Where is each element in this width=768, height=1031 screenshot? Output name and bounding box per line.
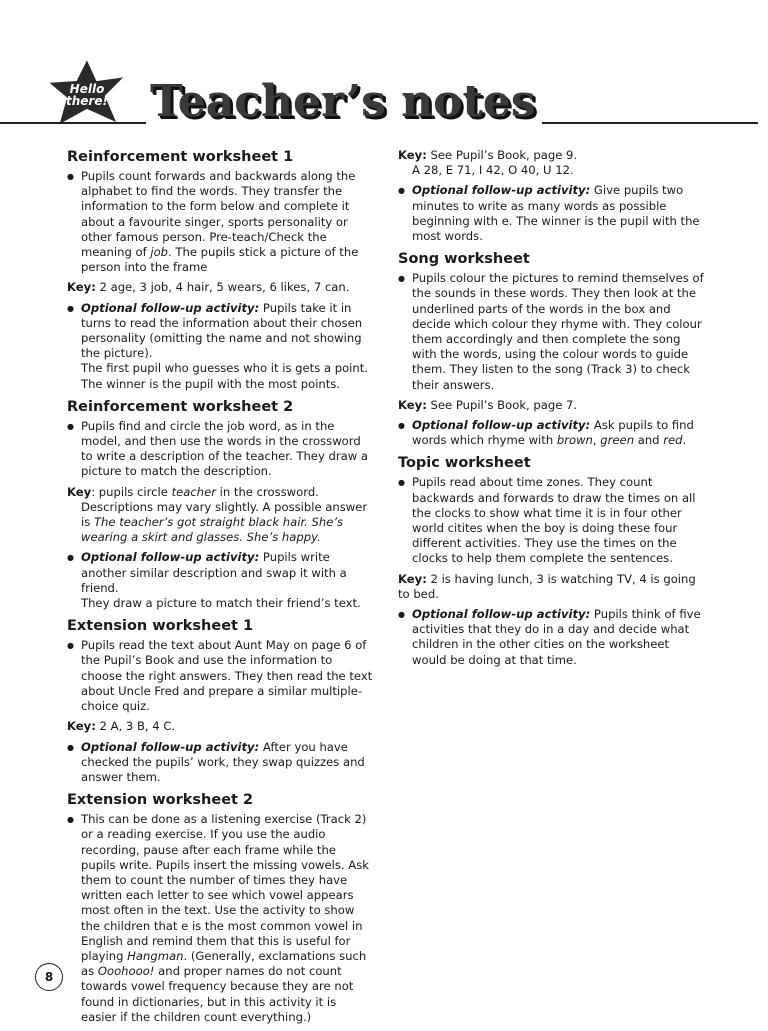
key-label: Key:: [67, 280, 96, 295]
section-heading: Extension worksheet 1: [67, 618, 254, 635]
extension-worksheet-2: [67, 791, 373, 1025]
bullet-item: [67, 638, 373, 714]
bullet-text: . (Generally, exclamations such as: [81, 948, 367, 979]
emphasis-text: green: [600, 433, 635, 448]
bullet-text: ● Pupils colour the pictures to remind themselves of the sounds in these words. They then look at the underlined parts of the words in the box and decide which colour they rhyme with. They colour them accordingly and then complete the song with the words, using the colour words to guide them. They listen to the song (Track 3) to check their answers.: [412, 271, 704, 392]
key-text: : pupils circle: [91, 484, 172, 499]
key-text: 2 is having lunch, 3 is watching TV, 4 is going to bed.: [398, 571, 696, 601]
bullet-item: [398, 183, 704, 244]
bullet-text: Give pupils two minutes to write as many words as possible beginning with e. The winner is the pupil with the most words.: [412, 183, 700, 244]
key-text: See Pupil’s Book, page 7.: [426, 397, 578, 412]
key-text: 2 A, 3 B, 4 C.: [95, 719, 176, 734]
section-heading: Reinforcement worksheet 2: [67, 398, 294, 415]
key-label: Key:: [398, 148, 427, 162]
bullet-text: Pupils take it in turns to read the information about their chosen personality (omitting the name and not showing the picture).: [81, 300, 363, 361]
answer-key: [398, 572, 704, 602]
reinforcement-worksheet-1: [67, 148, 373, 392]
bullet-item: [398, 418, 704, 448]
bullet-item: [67, 169, 373, 275]
bullet-item: [398, 475, 704, 566]
section-heading: Song worksheet: [398, 251, 530, 268]
bullet-text: ● Pupils read the text about Aunt May on page 6 of the Pupil’s Book and use the information to choose the right answers. They then read the text about Uncle Fred and prepare a similar multiple-choice quiz.: [81, 638, 373, 714]
emphasis-text: job: [150, 245, 169, 260]
optional-activity-label: Optional follow-up activity:: [412, 607, 591, 622]
badge-line-1: Hello: [69, 82, 105, 96]
optional-activity-label: Optional follow-up activity:: [412, 418, 591, 433]
topic-worksheet: [398, 454, 704, 667]
bullet-text: Ask pupils to find words which rhyme with: [412, 418, 694, 448]
bullet-item: [67, 740, 373, 786]
optional-activity-label: Optional follow-up activity:: [81, 550, 260, 565]
reinforcement-worksheet-2: [67, 398, 373, 611]
page-number: 8: [35, 963, 63, 991]
section-heading: Topic worksheet: [398, 455, 531, 472]
page-title: Teacher’s notes: [146, 78, 542, 126]
badge-line-2: there!: [66, 94, 108, 108]
section-heading: Reinforcement worksheet 1: [67, 149, 294, 165]
bullet-item: [398, 607, 704, 668]
extension-worksheet-2-continued: [398, 148, 704, 244]
left-column: [67, 148, 373, 1031]
bullet-text: ,: [592, 433, 601, 448]
extension-worksheet-1: [67, 617, 373, 785]
optional-activity-label: Optional follow-up activity:: [81, 300, 260, 315]
bullet-text: They draw a picture to match their friend’s text.: [81, 596, 361, 611]
emphasis-text: red: [663, 433, 683, 448]
bullet-item: [67, 419, 373, 480]
answer-key: [398, 148, 704, 163]
bullet-text: After you have checked the pupils’ work, they swap quizzes and answer them.: [81, 739, 365, 784]
bullet-text: .: [682, 433, 687, 448]
emphasis-text: brown: [556, 433, 593, 448]
bullet-text: and: [634, 433, 664, 448]
bullet-text: ● Pupils find and circle the job word, as in the model, and then use the words in the crossword to write a description of the teacher. They draw a picture to match the description.: [81, 418, 368, 479]
key-text: See Pupil’s Book, page 9.: [426, 148, 578, 162]
bullet-text: Pupils count forwards and backwards along the alphabet to find the words. They transfer the information to the form below and complete it about a favourite singer, sports personality or other famous person. Pre-teach/Check the meaning of: [81, 169, 356, 260]
bullet-item: [67, 812, 373, 1025]
optional-activity-label: Optional follow-up activity:: [412, 183, 591, 198]
key-text: 2 age, 3 job, 4 hair, 5 wears, 6 likes, 7 can.: [95, 280, 350, 295]
bullet-text: The first pupil who guesses who it is gets a point. The winner is the pupil with the most points.: [81, 361, 368, 391]
emphasis-text: Ooohooo!: [97, 964, 155, 979]
song-worksheet: [398, 250, 704, 448]
key-label: Key:: [398, 571, 427, 586]
bullet-item: [398, 271, 704, 393]
key-label: Key:: [67, 719, 96, 734]
bullet-text: Pupils write another similar description and swap it with a friend.: [81, 550, 347, 595]
bullet-text: ● Pupils read about time zones. They count backwards and forwards to draw the times on all the clocks to show what time it is in four other world citites when the boy is doing these four different activities. They use the times on the clocks to help them complete the sentences.: [412, 475, 696, 566]
bullet-text: . The pupils stick a picture of the person into the frame: [81, 245, 359, 275]
key-label: Key: [67, 484, 92, 499]
answer-key: [398, 398, 704, 413]
right-column: [398, 148, 704, 674]
key-text: Descriptions may vary slightly. A possible answer is: [81, 499, 368, 530]
page-header: [0, 0, 768, 135]
section-heading: Extension worksheet 2: [67, 792, 254, 809]
key-label: Key:: [398, 397, 427, 412]
emphasis-text: Hangman: [127, 948, 184, 963]
answer-key: [67, 485, 373, 546]
emphasis-text: teacher: [171, 484, 216, 499]
bullet-item: [67, 301, 373, 392]
optional-activity-label: Optional follow-up activity:: [81, 739, 260, 754]
key-text: A 28, E 71, I 42, O 40, U 12.: [412, 163, 574, 178]
bullet-text: and proper names do not count towards vowel frequency because they are not found in dictionaries, but in this activity it is easier if the children count everything.): [81, 964, 354, 1024]
answer-key: [67, 280, 373, 295]
bullet-text: Pupils think of five activities that they do in a day and decide what children in the other cities on the worksheet would be doing at that time.: [412, 607, 701, 667]
bullet-item: [67, 550, 373, 611]
bullet-text: This can be done as a listening exercise (Track 2) or a reading exercise. If you use the audio recording, pause after each frame while the pupils write. Pupils insert the missing vowels. Ask them to count the number of times they have written each letter to see which vowel appears most often in the text. Use the activity to show the children that e is the most common vowel in English and remind them that this is useful for playing: [81, 812, 369, 963]
emphasis-text: The teacher’s got straight black hair. She’s wearing a skirt and glasses. She’s happy.: [81, 515, 344, 545]
answer-key: [67, 719, 373, 734]
key-text: in the crossword.: [215, 484, 319, 499]
badge-text: [60, 83, 114, 107]
